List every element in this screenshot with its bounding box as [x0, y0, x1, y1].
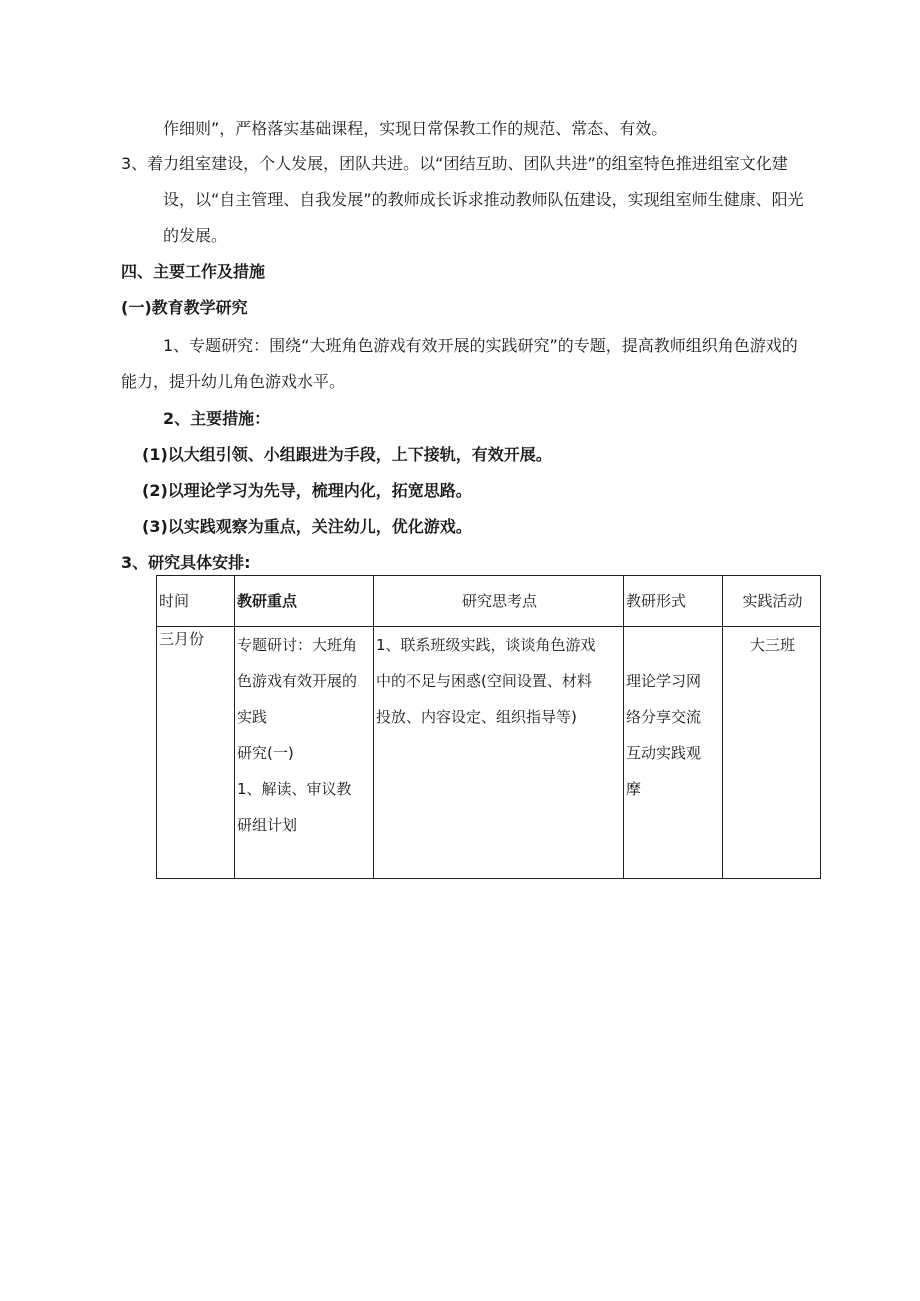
activity-text: 大三班 [749, 636, 795, 654]
focus-line: 专题研讨：大班角 [237, 636, 358, 654]
measure-item: (3)以实践观察为重点，关注幼儿，优化游戏。 [142, 517, 472, 536]
header-focus: 教研重点 [235, 576, 374, 627]
form-line: 摩 [626, 780, 642, 798]
measure-item: (1)以大组引领、小组跟进为手段，上下接轨，有效开展。 [142, 445, 552, 464]
focus-line: 1、解读、审议教 [237, 780, 352, 798]
paragraph-line: 1、专题研究：围绕“大班角色游戏有效开展的实践研究”的专题，提高教师组织角色游戏的 [163, 336, 798, 355]
focus-line: 研究(一) [237, 744, 294, 762]
schedule-table [156, 575, 821, 879]
cell-activity [723, 627, 821, 879]
header-activity: 实践活动 [723, 576, 821, 627]
table-row [157, 627, 821, 879]
form-line: 理论学习网 [626, 672, 702, 690]
paragraph-line: 设，以“自主管理、自我发展”的教师成长诉求推动教师队伍建设，实现组室师生健康、阳光 [163, 190, 804, 209]
focus-line: 实践 [237, 708, 268, 726]
measures-heading: 2、主要措施： [163, 409, 271, 428]
points-line: 中的不足与困惑(空间设置、材料 [376, 672, 592, 690]
schedule-heading: 3、研究具体安排: [121, 553, 251, 572]
cell-form [624, 627, 723, 879]
header-points: 研究思考点 [374, 576, 624, 627]
header-time: 时间 [157, 576, 235, 627]
time-text: 三月份 [159, 630, 205, 648]
cell-points [374, 627, 624, 879]
form-line: 络分享交流 [626, 708, 702, 726]
paragraph-line: 的发展。 [163, 226, 228, 245]
paragraph-line: 作细则”，严格落实基础课程，实现日常保教工作的规范、常态、有效。 [163, 119, 668, 138]
points-line: 投放、内容设定、组织指导等) [376, 708, 577, 726]
focus-line: 色游戏有效开展的 [237, 672, 358, 690]
cell-time [157, 627, 235, 879]
subsection-heading: (一)教育教学研究 [121, 298, 248, 317]
focus-line: 研组计划 [237, 816, 298, 834]
paragraph-line: 能力，提升幼儿角色游戏水平。 [121, 372, 346, 391]
table-header-row [157, 576, 821, 627]
header-form: 教研形式 [624, 576, 723, 627]
cell-focus [235, 627, 374, 879]
paragraph-line: 3、着力组室建设，个人发展，团队共进。以“团结互助、团队共进”的组室特色推进组室文化建 [121, 154, 788, 173]
measure-item: (2)以理论学习为先导，梳理内化，拓宽思路。 [142, 481, 472, 500]
form-line: 互动实践观 [626, 744, 702, 762]
section-heading: 四、主要工作及措施 [121, 262, 266, 281]
points-line: 1、联系班级实践，谈谈角色游戏 [376, 636, 596, 654]
